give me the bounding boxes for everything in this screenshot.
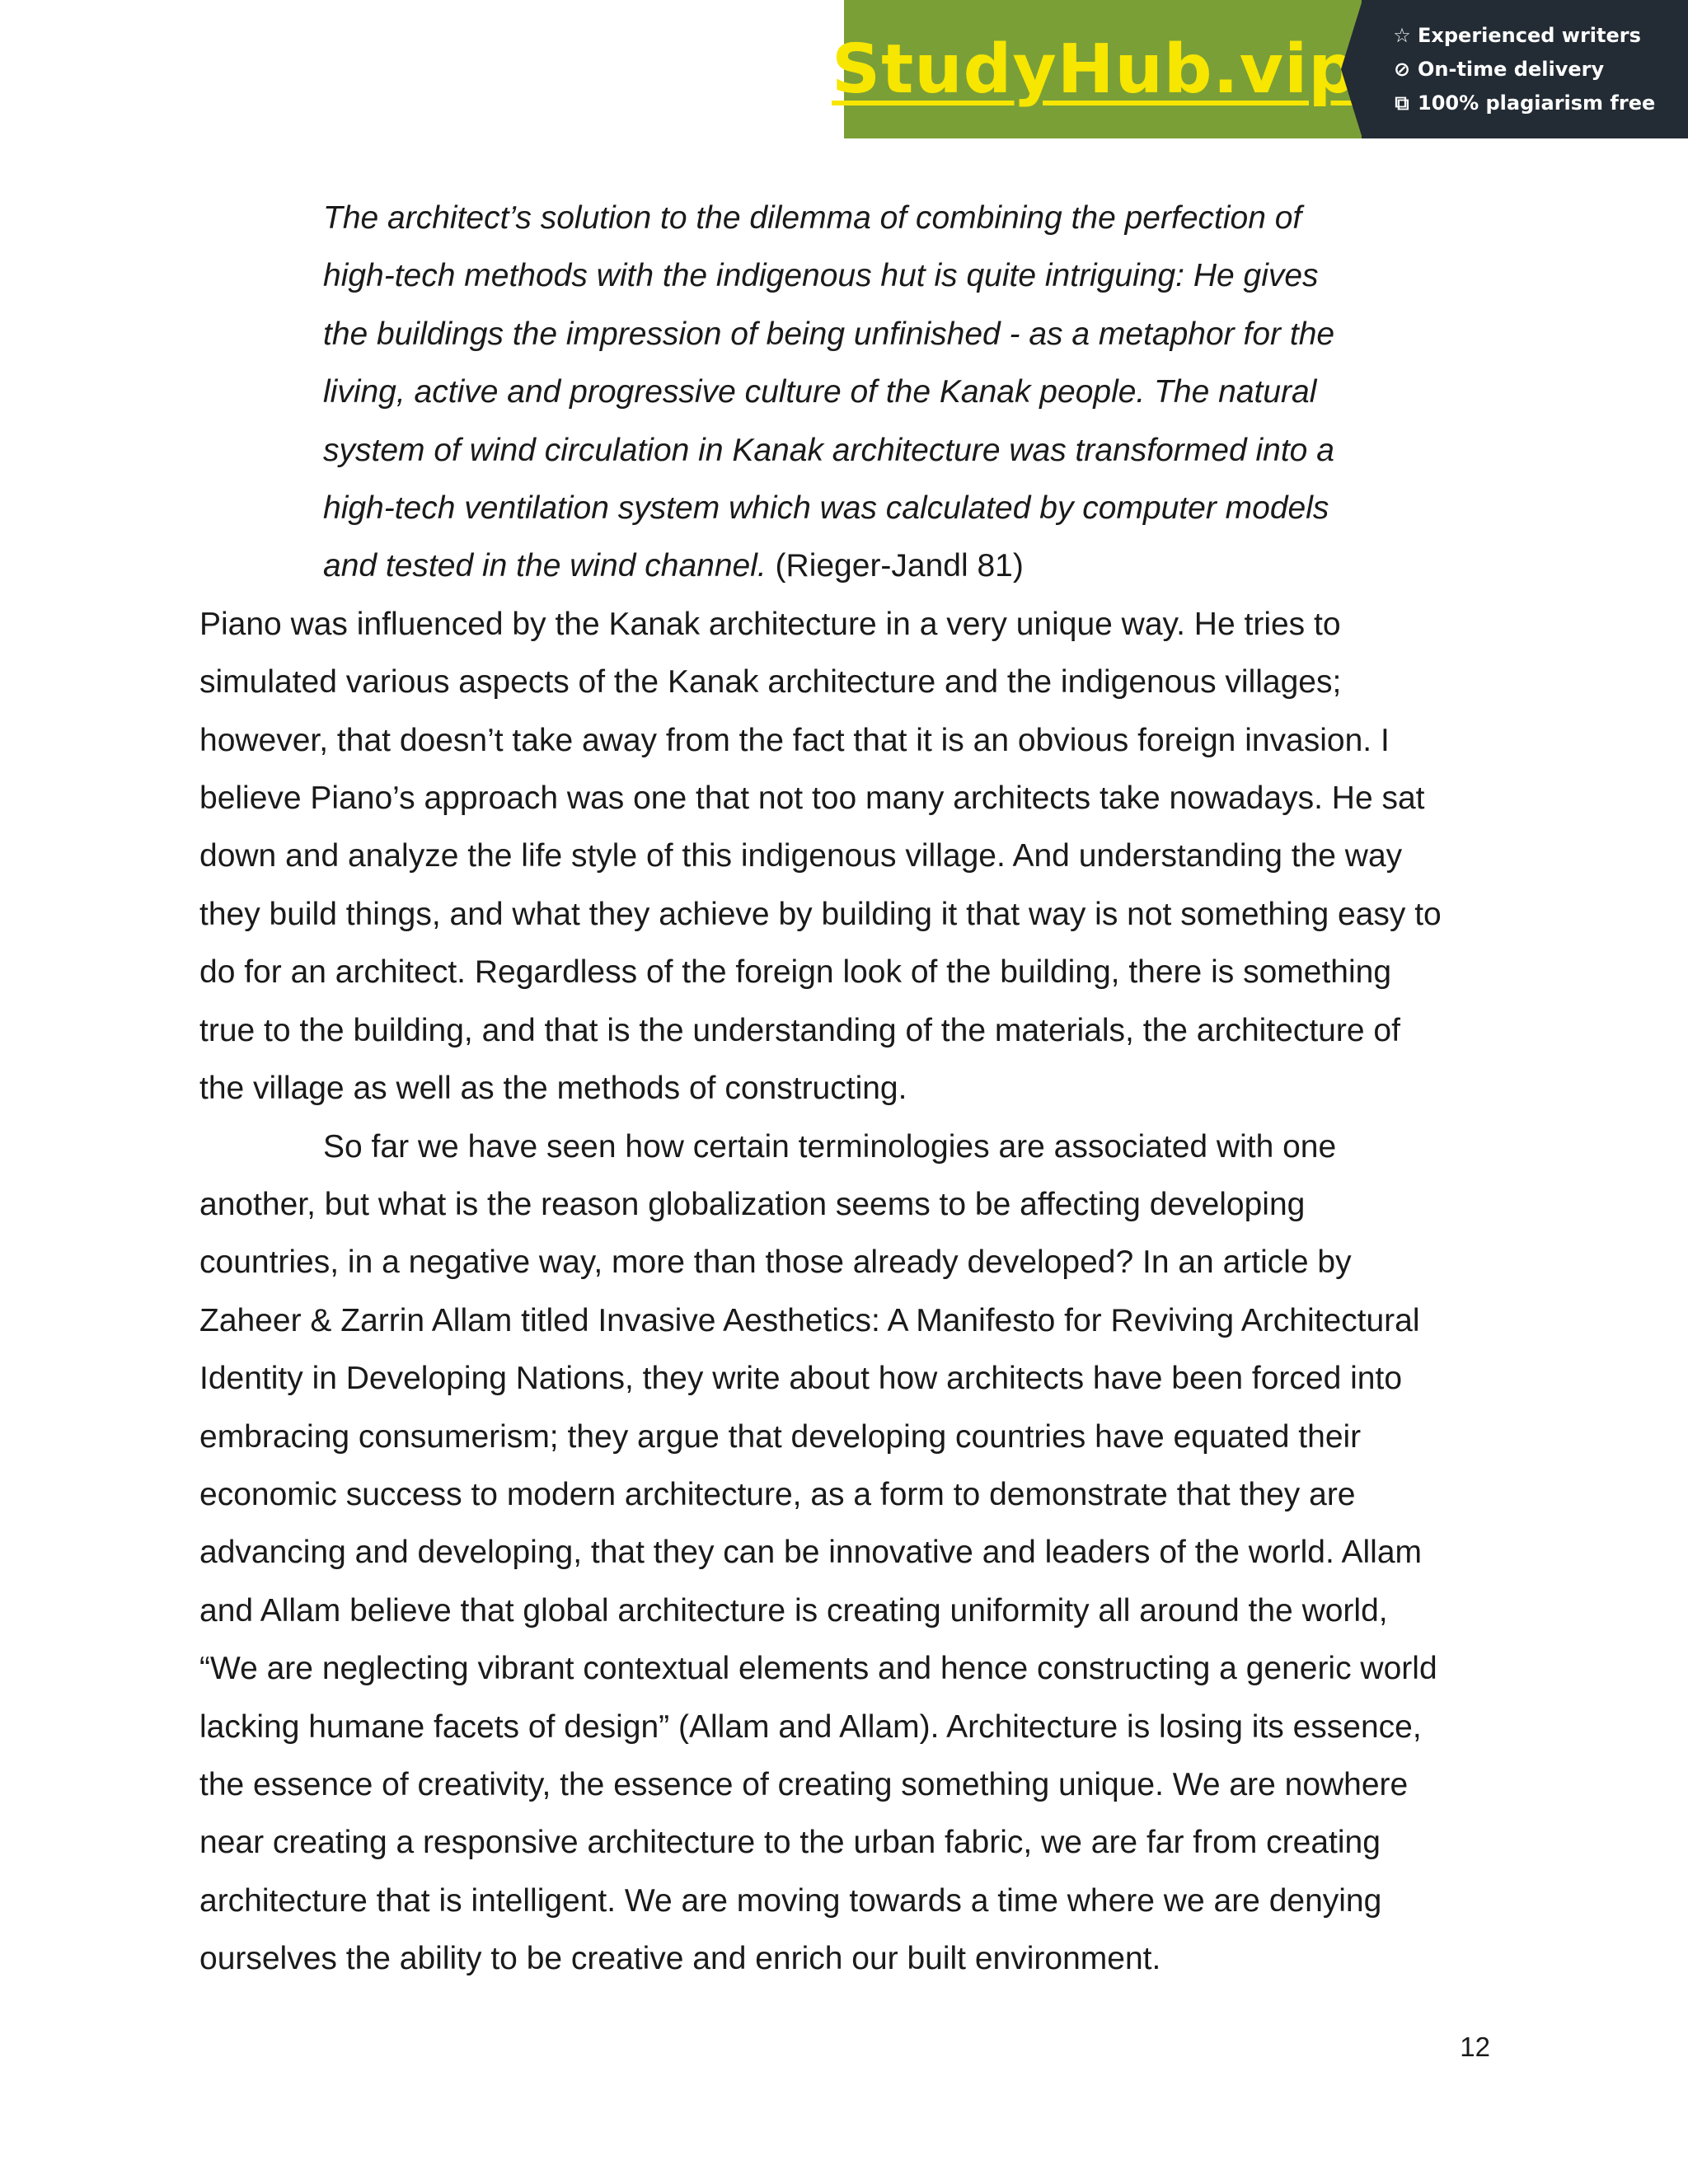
quote-text: and tested in the wind channel. (323, 548, 767, 584)
feature-label: Experienced writers (1418, 23, 1641, 47)
paragraph-line: “We are neglecting vibrant contextual elements and hence constructing a generic world (199, 1651, 1437, 1687)
block-quote (323, 190, 1502, 596)
paragraph-line: lacking humane facets of design” (Allam and Allam). Architecture is losing its essence, (199, 1708, 1422, 1745)
banner-features (1362, 0, 1688, 138)
paragraph-line: the essence of creativity, the essence of creating something unique. We are nowhere (199, 1766, 1409, 1802)
paragraph-line: Identity in Developing Nations, they write about how architects have been forced into (199, 1361, 1403, 1397)
paragraph-line: the village as well as the methods of constructing. (199, 1071, 907, 1107)
quote-line: high-tech methods with the indigenous hut is quite intriguing: He gives (323, 258, 1319, 294)
paragraph-line: true to the building, and that is the understanding of the materials, the architecture of (199, 1012, 1400, 1048)
paragraph-line: down and analyze the life style of this indigenous village. And understanding the way (199, 838, 1403, 874)
copy-icon: ⧉ (1395, 91, 1409, 115)
paragraph-line: believe Piano’s approach was one that not too many architects take nowadays. He sat (199, 780, 1425, 817)
paragraph-line: ourselves the ability to be creative and enrich our built environment. (199, 1941, 1161, 1977)
page-number: 12 (1460, 2032, 1490, 2062)
quote-line: The architect’s solution to the dilemma of combining the perfection of (323, 200, 1302, 236)
feature-plagiarism-free (1391, 87, 1688, 120)
paragraph-2 (199, 1118, 1502, 1989)
brand-name: StudyHub.vip (832, 30, 1357, 109)
feature-label: 100% plagiarism free (1418, 91, 1656, 115)
paragraph-line: Zaheer & Zarrin Allam titled Invasive Aesthetics: A Manifesto for Reviving Architectural (199, 1302, 1420, 1338)
quote-line: system of wind circulation in Kanak architecture was transformed into a (323, 432, 1334, 468)
paragraph-line: simulated various aspects of the Kanak architecture and the indigenous villages; (199, 664, 1342, 701)
paragraph-line: advancing and developing, that they can be innovative and leaders of the world. Allam (199, 1535, 1422, 1571)
quote-citation: (Rieger-Jandl 81) (766, 548, 1024, 584)
paragraph-line: architecture that is intelligent. We are moving towards a time where we are denying (199, 1882, 1382, 1919)
paragraph-line: they build things, and what they achieve by building it that way is not something easy to (199, 896, 1442, 932)
paragraph-line: another, but what is the reason globalization seems to be affecting developing (199, 1186, 1306, 1222)
quote-line-last (323, 537, 1502, 595)
brand-logo[interactable] (832, 0, 1362, 138)
paragraph-line: and Allam believe that global architecture is creating uniformity all around the world, (199, 1592, 1388, 1629)
paragraph-line: embracing consumerism; they argue that developing countries have equated their (199, 1418, 1362, 1455)
studyhub-banner[interactable] (832, 0, 1688, 138)
feature-experienced-writers (1391, 19, 1688, 53)
paragraph-line: countries, in a negative way, more than those already developed? In an article by (199, 1244, 1352, 1281)
quote-line: high-tech ventilation system which was calculated by computer models (323, 490, 1329, 527)
paragraph-line: do for an architect. Regardless of the foreign look of the building, there is something (199, 954, 1392, 991)
quote-line: living, active and progressive culture of the Kanak people. The natural (323, 374, 1317, 410)
clock-icon: ⊘ (1393, 57, 1411, 81)
paragraph-line: Piano was influenced by the Kanak architecture in a very unique way. He tries to (199, 606, 1341, 642)
paragraph-1 (199, 596, 1502, 1118)
banner-divider-arrow (1341, 0, 1362, 138)
paragraph-line: So far we have seen how certain terminologies are associated with one (323, 1128, 1337, 1165)
quote-line: the buildings the impression of being unfinished - as a metaphor for the (323, 316, 1335, 352)
feature-on-time-delivery (1391, 53, 1688, 87)
paragraph-line: however, that doesn’t take away from the fact that it is an obvious foreign invasion. I (199, 722, 1390, 758)
paragraph-line: near creating a responsive architecture to the urban fabric, we are far from creating (199, 1825, 1381, 1861)
feature-label: On-time delivery (1418, 57, 1605, 81)
star-icon: ☆ (1393, 23, 1411, 47)
document-body (199, 190, 1502, 1989)
paragraph-line: economic success to modern architecture, as a form to demonstrate that they are (199, 1476, 1356, 1512)
